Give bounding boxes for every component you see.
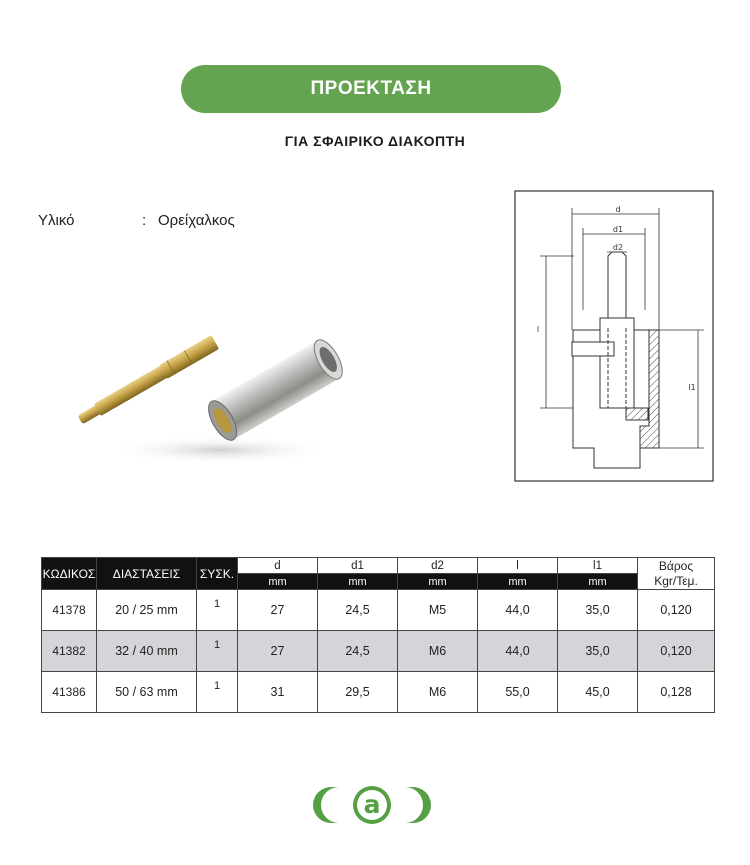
table-row	[42, 672, 715, 713]
cell-weight: 0,120	[638, 631, 715, 672]
cell-d: 31	[238, 672, 318, 713]
unit-l1: mm	[558, 574, 638, 590]
dim-label-d1: d1	[612, 225, 624, 234]
brand-logo	[309, 783, 435, 827]
unit-l: mm	[478, 574, 558, 590]
col-header-d2: d2	[398, 558, 478, 574]
col-header-d: d	[238, 558, 318, 574]
page-subtitle: ΓΙΑ ΣΦΑΙΡΙΚΟ ΔΙΑΚΟΠΤΗ	[284, 133, 466, 149]
cell-l: 55,0	[478, 672, 558, 713]
brass-spindle	[76, 335, 219, 427]
cell-code: 41382	[42, 631, 97, 672]
cell-dimensions: 32 / 40 mm	[97, 631, 197, 672]
col-header-d1: d1	[318, 558, 398, 574]
cell-d1: 24,5	[318, 631, 398, 672]
page-title: ΠΡΟΕΚΤΑΣΗ	[181, 65, 561, 113]
col-header-l: l	[478, 558, 558, 574]
unit-d2: mm	[398, 574, 478, 590]
logo-left-mark	[313, 787, 339, 823]
cell-d1: 29,5	[318, 672, 398, 713]
cell-dimensions: 20 / 25 mm	[97, 590, 197, 631]
cell-weight: 0,120	[638, 590, 715, 631]
product-photo	[70, 300, 370, 470]
technical-drawing	[514, 190, 714, 482]
cell-l1: 35,0	[558, 631, 638, 672]
logo-right-mark	[405, 787, 431, 823]
cell-l: 44,0	[478, 590, 558, 631]
cell-d2: M5	[398, 590, 478, 631]
table-header-row	[42, 558, 715, 574]
cell-pack: 1	[197, 590, 238, 631]
unit-d1: mm	[318, 574, 398, 590]
col-header-weight	[638, 558, 715, 590]
cell-d: 27	[238, 590, 318, 631]
spec-table	[41, 557, 715, 713]
col-header-l1: l1	[558, 558, 638, 574]
table-row	[42, 631, 715, 672]
cell-d2: M6	[398, 631, 478, 672]
material-value: Ορείχαλκος	[158, 212, 235, 229]
material-label: Υλικό	[38, 212, 75, 229]
col-header-dimensions: ΔΙΑΣΤΑΣΕΙΣ	[97, 558, 197, 590]
col-header-code: ΚΩΔΙΚΟΣ	[42, 558, 97, 590]
cell-l: 44,0	[478, 631, 558, 672]
dim-label-l1: l1	[688, 383, 696, 392]
cell-code: 41378	[42, 590, 97, 631]
cell-d: 27	[238, 631, 318, 672]
cell-code: 41386	[42, 672, 97, 713]
cell-d2: M6	[398, 672, 478, 713]
cell-l1: 45,0	[558, 672, 638, 713]
table-row	[42, 590, 715, 631]
cell-l1: 35,0	[558, 590, 638, 631]
cell-dimensions: 50 / 63 mm	[97, 672, 197, 713]
cell-d1: 24,5	[318, 590, 398, 631]
dim-label-d2: d2	[612, 243, 624, 252]
weight-header-line2: Kgr/Τεμ.	[654, 573, 698, 588]
col-header-pack: ΣΥΣΚ.	[197, 558, 238, 590]
cell-weight: 0,128	[638, 672, 715, 713]
photo-shadow	[110, 436, 330, 464]
unit-d: mm	[238, 574, 318, 590]
weight-header-line1: Βάρος	[658, 558, 694, 573]
logo-letter: a	[363, 790, 381, 819]
material-info	[38, 212, 235, 229]
cell-pack: 1	[197, 672, 238, 713]
cell-pack: 1	[197, 631, 238, 672]
steel-sleeve	[203, 335, 348, 444]
material-separator: :	[142, 212, 147, 229]
dim-label-d: d	[615, 205, 621, 214]
dim-label-l: l	[536, 325, 540, 334]
